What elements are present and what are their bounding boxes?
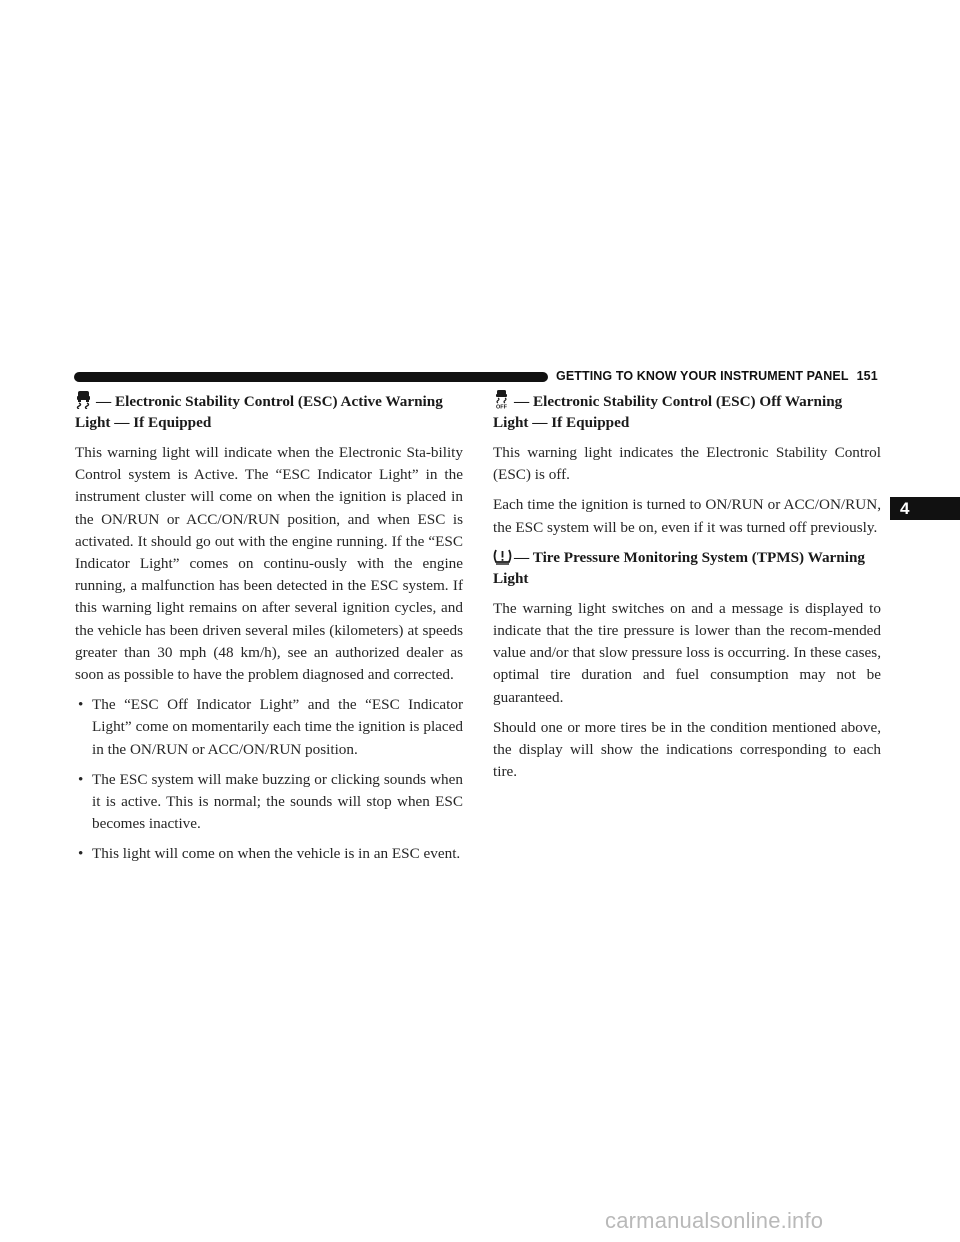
left-column [75, 390, 463, 874]
bullet-marker: • [78, 845, 84, 863]
esc-active-paragraph: This warning light will indicate when the Electronic Sta-bility Control system is Active. The “ESC Indicator Light” in the instrument cluster will come on when the ignition is placed in the ON/RUN or ACC/ON/RUN position, and when ESC is activated. It should go out with the engine running. If the “ESC Indicator Light” comes on continu-ously with the engine running, a malfunction has been detected in the ESC system. If this warning light remains on after several ignition cycles, and the vehicle has been driven several miles (kilometers) at speeds greater than 30 mph (48 km/h), see an authorized dealer as soon as possible to have the problem diagnosed and corrected. [75, 444, 463, 684]
esc-active-heading-text: — Electronic Stability Control (ESC) Active Warning Light — If Equipped [75, 393, 443, 431]
tpms-heading-text: — Tire Pressure Monitoring System (TPMS) Warning Light [493, 548, 866, 587]
chapter-tab: 4 [890, 497, 960, 520]
esc-off-paragraph-1: This warning light indicates the Electronic Stability Control (ESC) is off. [493, 444, 881, 484]
header-rule [74, 372, 548, 382]
list-item [75, 769, 463, 836]
list-item-text: This light will come on when the vehicle is in an ESC event. [92, 845, 461, 863]
page-number: 151 [856, 369, 878, 383]
esc-active-icon [75, 390, 92, 409]
right-column [493, 390, 881, 791]
tpms-heading [493, 547, 881, 589]
tpms-paragraph-2: Should one or more tires be in the condition mentioned above, the display will show the indications corresponding to each tire. [493, 718, 881, 781]
watermark: carmanualsonline.info [605, 1208, 824, 1233]
list-item [75, 694, 463, 761]
list-item-text: The ESC system will make buzzing or clicking sounds when it is active. This is normal; the sounds will stop when ESC becomes inactive. [92, 770, 463, 833]
header-section-title: GETTING TO KNOW YOUR INSTRUMENT PANEL [556, 369, 849, 383]
tpms-icon [493, 548, 510, 567]
esc-active-bullet-list [75, 694, 463, 865]
list-item-text: The “ESC Off Indicator Light” and the “ESC Indicator Light” come on momentarily each time the ignition is placed in the ON/RUN or ACC/ON/RUN position. [92, 696, 463, 758]
esc-active-heading [75, 390, 463, 433]
list-item [75, 843, 463, 865]
bullet-marker: • [78, 770, 84, 788]
bullet-marker: • [78, 696, 84, 714]
esc-off-paragraph-2: Each time the ignition is turned to ON/RUN or ACC/ON/RUN, the ESC system will be on, even if it was turned off previously. [493, 496, 881, 536]
esc-off-icon [493, 390, 510, 409]
tpms-paragraph-1: The warning light switches on and a message is displayed to indicate that the tire pressure is lower than the recom-mended value and/or that slow pressure loss is occurring. In these cases, optimal tire duration and fuel consumption may not be guaranteed. [493, 599, 881, 706]
running-header [556, 369, 878, 383]
esc-off-heading-text: — Electronic Stability Control (ESC) Off Warning Light — If Equipped [493, 393, 843, 431]
esc-off-icon-text: OFF [496, 404, 507, 409]
esc-off-heading [493, 390, 881, 433]
